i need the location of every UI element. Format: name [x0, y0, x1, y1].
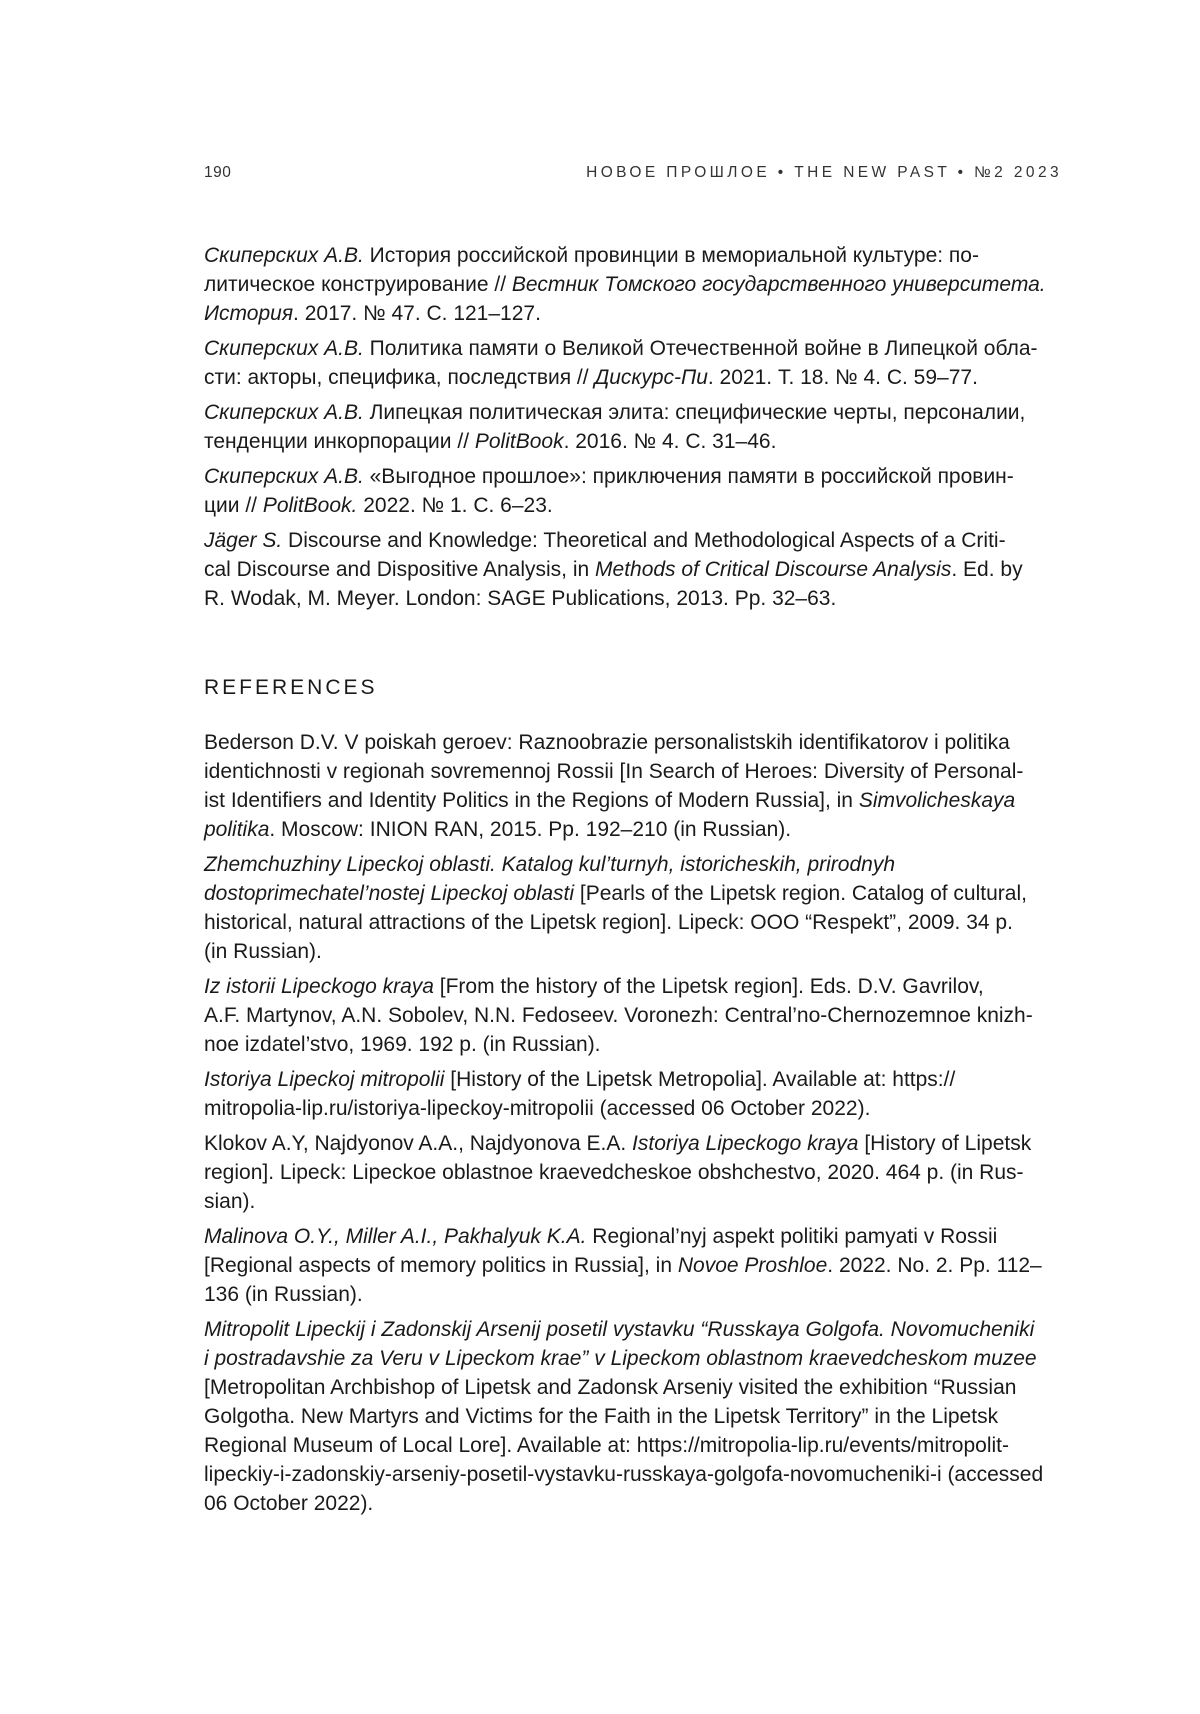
reference-text: ции //: [204, 494, 263, 517]
reference-line: [204, 491, 1064, 520]
reference-entry: [204, 1129, 1064, 1216]
reference-line: [204, 584, 1064, 613]
reference-text: noe izdatel’stvo, 1969. 192 p. (in Russian).: [204, 1033, 601, 1056]
reference-text: cal Discourse and Dispositive Analysis, in: [204, 558, 595, 581]
reference-text: [From the history of the Lipetsk region]. Eds. D.V. Gavrilov,: [434, 975, 984, 998]
reference-line: [204, 462, 1064, 491]
reference-text: Klokov A.Y, Najdyonov A.A., Najdyonova E.A.: [204, 1132, 632, 1155]
reference-text: R. Wodak, M. Meyer. London: SAGE Publications, 2013. Pp. 32–63.: [204, 587, 836, 610]
reference-text: сти: акторы, специфика, последствия //: [204, 366, 594, 389]
reference-line: [204, 1001, 1064, 1030]
reference-entry: [204, 241, 1064, 328]
references-heading: REFERENCES: [204, 676, 378, 700]
reference-text: Политика памяти о Великой Отечественной войне в Липецкой обла-: [364, 337, 1038, 360]
reference-line: [204, 1222, 1064, 1251]
reference-text: Regional’nyj aspekt politiki pamyati v Rossii: [586, 1225, 997, 1248]
reference-line: [204, 1431, 1064, 1460]
reference-italic-text: Jäger S.: [204, 529, 282, 552]
reference-text: [Metropolitan Archbishop of Lipetsk and Zadonsk Arseniy visited the exhibition “Russian: [204, 1376, 1016, 1399]
reference-italic-text: Mitropolit Lipeckij i Zadonskij Arsenij posetil vystavku “Russkaya Golgofa. Novomucheniki: [204, 1318, 1034, 1341]
reference-text: [History of the Lipetsk Metropolia]. Available at: https://: [444, 1068, 955, 1091]
reference-entry: [204, 462, 1064, 520]
reference-italic-text: Malinova O.Y., Miller A.I., Pakhalyuk K.A.: [204, 1225, 586, 1248]
reference-line: [204, 555, 1064, 584]
reference-text: mitropolia-lip.ru/istoriya-lipeckoy-mitropolii (accessed 06 October 2022).: [204, 1097, 870, 1120]
reference-line: [204, 1158, 1064, 1187]
reference-text: 2022. № 1. С. 6–23.: [357, 494, 552, 517]
reference-entry: [204, 1222, 1064, 1309]
reference-line: [204, 1094, 1064, 1123]
reference-entry: [204, 1065, 1064, 1123]
reference-text: 136 (in Russian).: [204, 1283, 363, 1306]
reference-italic-text: PolitBook: [475, 430, 564, 453]
reference-italic-text: Вестник Томского государственного университета.: [512, 273, 1046, 296]
reference-text: тенденции инкорпорации //: [204, 430, 475, 453]
reference-line: [204, 786, 1064, 815]
reference-line: [204, 363, 1064, 392]
reference-italic-text: Скиперских А.В.: [204, 337, 364, 360]
reference-line: [204, 1065, 1064, 1094]
reference-text: [Pearls of the Lipetsk region. Catalog of cultural,: [574, 882, 1027, 905]
reference-entry: [204, 972, 1064, 1059]
reference-text: [Regional aspects of memory politics in Russia], in: [204, 1254, 678, 1277]
bibliography-ru: [204, 241, 1064, 619]
reference-entry: [204, 334, 1064, 392]
reference-line: [204, 879, 1064, 908]
reference-italic-text: История: [204, 302, 293, 325]
reference-text: Discourse and Knowledge: Theoretical and Methodological Aspects of a Criti-: [282, 529, 1005, 552]
reference-line: [204, 1129, 1064, 1158]
reference-text: lipeckiy-i-zadonskiy-arseniy-posetil-vystavku-russkaya-golgofa-novomucheniki-i (accessed: [204, 1463, 1043, 1486]
reference-italic-text: Скиперских А.В.: [204, 244, 364, 267]
reference-italic-text: i postradavshie za Veru v Lipeckom krae” v Lipeckom oblastnom kraevedcheskom muzee: [204, 1347, 1037, 1370]
reference-text: A.F. Martynov, A.N. Sobolev, N.N. Fedoseev. Voronezh: Central’no-Chernozemnoe knizh-: [204, 1004, 1033, 1027]
reference-italic-text: PolitBook.: [263, 494, 358, 517]
running-head: НОВОЕ ПРОШЛОЕ • THE NEW PAST • №2 2023: [586, 164, 1062, 182]
reference-text: region]. Lipeck: Lipeckoe oblastnoe kraevedcheskoe obshchestvo, 2020. 464 p. (in Rus-: [204, 1161, 1024, 1184]
reference-italic-text: Дискурс-Пи: [594, 366, 707, 389]
reference-line: [204, 728, 1064, 757]
reference-line: [204, 972, 1064, 1001]
reference-line: [204, 1402, 1064, 1431]
reference-text: . 2022. No. 2. Pp. 112–: [827, 1254, 1041, 1277]
reference-entry: [204, 728, 1064, 844]
reference-italic-text: Methods of Critical Discourse Analysis: [595, 558, 951, 581]
reference-text: (in Russian).: [204, 940, 322, 963]
reference-text: identichnosti v regionah sovremennoj Rossii [In Search of Heroes: Diversity of Personal-: [204, 760, 1023, 783]
reference-italic-text: Istoriya Lipeckogo kraya: [632, 1132, 858, 1155]
reference-line: [204, 937, 1064, 966]
references-list: [204, 728, 1064, 1524]
reference-entry: [204, 1315, 1064, 1518]
reference-text: . 2021. Т. 18. № 4. С. 59–77.: [708, 366, 978, 389]
reference-text: 06 October 2022).: [204, 1492, 373, 1515]
reference-text: . Ed. by: [951, 558, 1022, 581]
reference-line: [204, 908, 1064, 937]
reference-italic-text: Скиперских А.В.: [204, 401, 364, 424]
reference-italic-text: Скиперских А.В.: [204, 465, 364, 488]
reference-text: Bederson D.V. V poiskah geroev: Raznoobrazie personalistskih identifikatorov i politika: [204, 731, 1010, 754]
reference-line: [204, 241, 1064, 270]
reference-text: История российской провинции в мемориальной культуре: по-: [364, 244, 979, 267]
reference-line: [204, 1373, 1064, 1402]
page-number: 190: [204, 164, 231, 182]
reference-entry: [204, 850, 1064, 966]
reference-text: ist Identifiers and Identity Politics in the Regions of Modern Russia], in: [204, 789, 859, 812]
reference-text: sian).: [204, 1190, 255, 1213]
reference-text: Липецкая политическая элита: специфические черты, персоналии,: [364, 401, 1026, 424]
reference-line: [204, 299, 1064, 328]
reference-italic-text: Iz istorii Lipeckogo kraya: [204, 975, 434, 998]
reference-italic-text: Zhemchuzhiny Lipeckoj oblasti. Katalog kul’turnyh, istoricheskih, prirodnyh: [204, 853, 895, 876]
page-header: [204, 164, 1062, 188]
reference-text: Regional Museum of Local Lore]. Available at: https://mitropolia-lip.ru/events/mitropolit-: [204, 1434, 1009, 1457]
reference-line: [204, 1251, 1064, 1280]
reference-line: [204, 1187, 1064, 1216]
reference-line: [204, 398, 1064, 427]
reference-text: . 2017. № 47. С. 121–127.: [293, 302, 541, 325]
reference-line: [204, 850, 1064, 879]
reference-text: . Moscow: INION RAN, 2015. Pp. 192–210 (in Russian).: [269, 818, 791, 841]
reference-entry: [204, 398, 1064, 456]
reference-line: [204, 757, 1064, 786]
reference-line: [204, 1489, 1064, 1518]
reference-text: литическое конструирование //: [204, 273, 512, 296]
reference-line: [204, 526, 1064, 555]
reference-line: [204, 1460, 1064, 1489]
reference-text: «Выгодное прошлое»: приключения памяти в российской провин-: [364, 465, 1014, 488]
reference-line: [204, 1030, 1064, 1059]
reference-text: . 2016. № 4. С. 31–46.: [564, 430, 777, 453]
reference-line: [204, 1280, 1064, 1309]
reference-italic-text: Simvolicheskaya: [859, 789, 1015, 812]
reference-text: historical, natural attractions of the Lipetsk region]. Lipeck: OOO “Respekt”, 2009. 34 p.: [204, 911, 1013, 934]
reference-line: [204, 427, 1064, 456]
reference-entry: [204, 526, 1064, 613]
reference-line: [204, 815, 1064, 844]
reference-line: [204, 334, 1064, 363]
reference-italic-text: Novoe Proshloe: [678, 1254, 827, 1277]
reference-italic-text: dostoprimechatel’nostej Lipeckoj oblasti: [204, 882, 574, 905]
reference-line: [204, 1344, 1064, 1373]
reference-line: [204, 1315, 1064, 1344]
reference-text: [History of Lipetsk: [858, 1132, 1031, 1155]
reference-italic-text: Istoriya Lipeckoj mitropolii: [204, 1068, 444, 1091]
reference-line: [204, 270, 1064, 299]
reference-italic-text: politika: [204, 818, 269, 841]
reference-text: Golgotha. New Martyrs and Victims for the Faith in the Lipetsk Territory” in the Lipetsk: [204, 1405, 998, 1428]
